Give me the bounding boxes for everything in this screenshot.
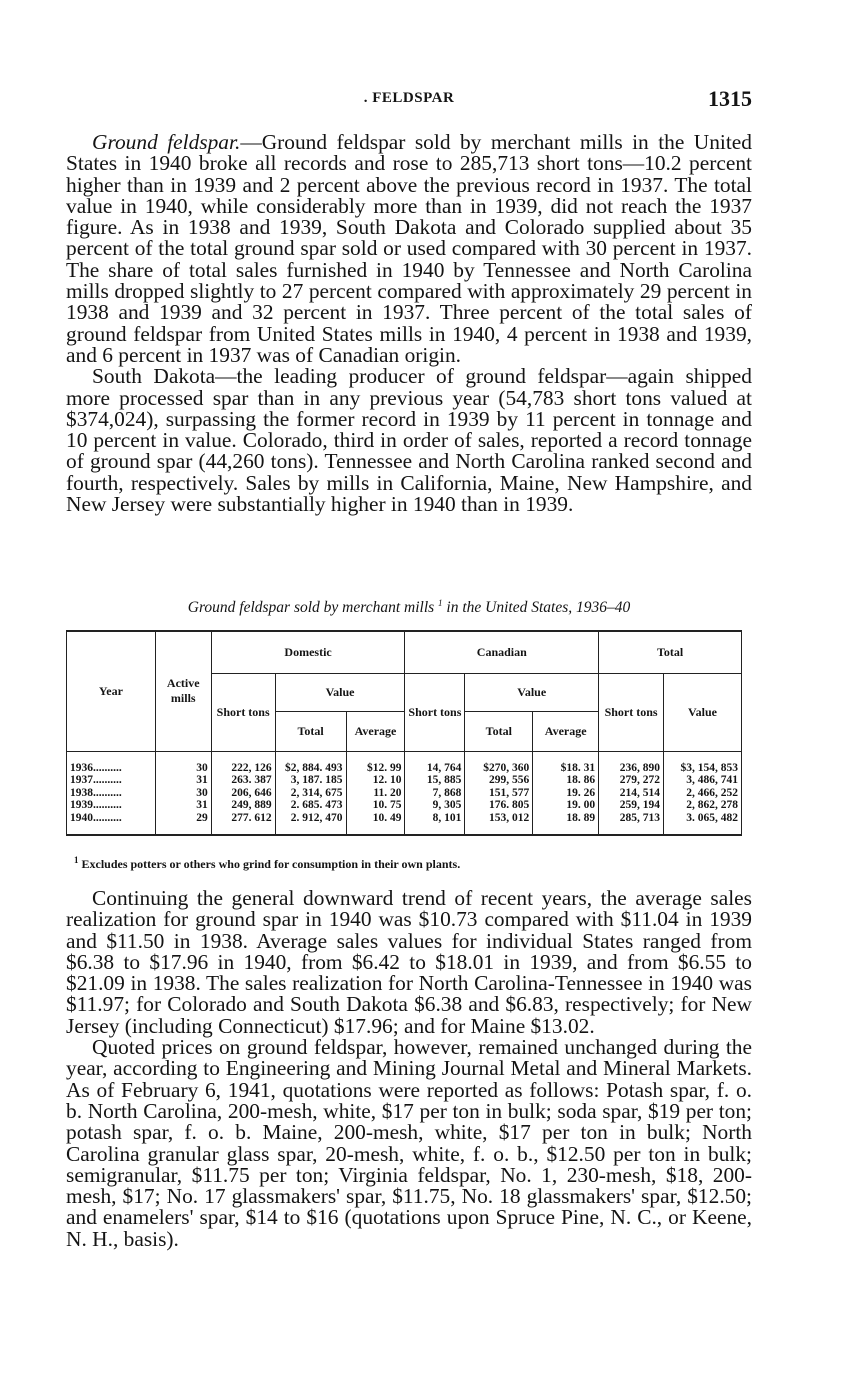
paragraph-text: —Ground feldspar sold by merchant mills in the United States in 1940 broke all records and rose to 285,713 short tons—10.2 percent higher than in 1939 and 2 percent above the previous record in 1937. The total value in 1940, while considerably more than in 1939, did not reach the 1937 figure. As in 1938 and 1939, South Dakota and Colorado supplied about 35 percent of the total ground spar sold or used compared with 30 percent in 1937. The share of total sales furnished in 1940 by Tennessee and North Carolina mills dropped slightly to 27 percent compared with approximately 29 percent in 1938 and 1939 and 32 percent in 1937. Three percent of the total sales of ground feldspar from United States mills in 1940, 4 percent in 1938 and 1939, and 6 percent in 1937 was of Canadian origin. (66, 130, 752, 367)
table-row (67, 774, 742, 787)
table-caption-text: Ground feldspar sold by merchant mills (187, 599, 435, 617)
footnote-mark: 1 (74, 855, 79, 865)
cell-year: 1939.......... (67, 799, 156, 812)
cell-total-tons: 214, 514 (599, 787, 664, 800)
cell-canadian-tons: 8, 101 (405, 812, 465, 836)
cell-canadian-average: 19. 00 (533, 799, 599, 812)
cell-domestic-tons: 263. 387 (211, 774, 275, 787)
cell-canadian-tons: 9, 305 (405, 799, 465, 812)
cell-year: 1936.......... (67, 751, 156, 774)
cell-domestic-average: 10. 75 (346, 799, 405, 812)
cell-active-mills: 31 (155, 774, 211, 787)
cell-total-value: 3. 065, 482 (664, 812, 742, 836)
cell-active-mills: 29 (155, 812, 211, 836)
col-header-canadian-value-total: Total (465, 711, 533, 751)
table-row (67, 812, 742, 836)
paragraph-quoted-prices: Quoted prices on ground feldspar, however, remained unchanged during the year, according to Engineering and Mining Journal Metal and Mineral Markets. As of February 6, 1941, quotations were reported as follows: Potash spar, f. o. b. North Carolina, 200-mesh, white, $17 per ton in bulk; soda spar, $19 per ton; potash spar, f. o. b. Maine, 200-mesh, white, $17 per ton in bulk; North Carolina granular glass spar, 20-mesh, white, f. o. b., $12.50 per ton in bulk; semigranular, $11.75 per ton; Virginia feldspar, No. 1, 230-mesh, $18, 200-mesh, $17; No. 17 glassmakers' spar, $11.75, No. 18 glassmakers' spar, $12.50; and enamelers' spar, $14 to $16 (quotations upon Spruce Pine, N. C., or Keene, N. H., basis). (66, 1035, 752, 1251)
cell-domestic-average: 11. 20 (346, 787, 405, 800)
cell-active-mills: 30 (155, 751, 211, 774)
paragraph-south-dakota: South Dakota—the leading producer of ground feldspar—again shipped more processed spar than in any previous year (54,783 short tons valued at $374,024), surpassing the former record in 1939 by 11 percent in tonnage and 10 percent in value. Colorado, third in order of sales, reported a record tonnage of ground spar (44,260 tons). Tennessee and North Carolina ranked second and fourth, respectively. Sales by mills in California, Maine, New Hampshire, and New Jersey were substantially higher in 1940 than in 1939. (66, 364, 752, 517)
col-header-total-short-tons: Short tons (599, 673, 664, 751)
footnote-text: Excludes potters or others who grind for consumption in their own plants. (78, 857, 461, 871)
table-footnote (74, 855, 460, 872)
col-header-canadian-value: Value (465, 673, 599, 711)
col-header-active-mills: Active mills (155, 631, 211, 751)
paragraph-sales-realization: Continuing the general downward trend of recent years, the average sales realization for ground spar in 1940 was $10.73 compared with $11.04 in 1939 and $11.50 in 1938. Average sales values for individual States ranged from $6.38 to $17.96 in 1940, from $6.42 to $18.01 in 1939, and from $6.55 to $21.09 in 1938. The sales realization for North Carolina-Tennessee in 1940 was $11.97; for Colorado and South Dakota $6.38 and $6.83, respectively; for New Jersey (including Connecticut) $17.96; and for Maine $13.02. (66, 886, 752, 1038)
col-header-domestic-short-tons: Short tons (211, 673, 275, 751)
running-title: . FELDSPAR (363, 90, 455, 106)
cell-domestic-average: 10. 49 (346, 812, 405, 836)
cell-canadian-total: $270, 360 (465, 751, 533, 774)
col-header-canadian-short-tons: Short tons (405, 673, 465, 751)
cell-domestic-average: 12. 10 (346, 774, 405, 787)
table-row (67, 787, 742, 800)
cell-total-tons: 285, 713 (599, 812, 664, 836)
cell-domestic-average: $12. 99 (346, 751, 405, 774)
cell-domestic-total: 2. 685. 473 (275, 799, 346, 812)
cell-canadian-average: 18. 89 (533, 812, 599, 836)
cell-canadian-tons: 15, 885 (405, 774, 465, 787)
cell-total-value: 2, 466, 252 (664, 787, 742, 800)
cell-canadian-total: 299, 556 (465, 774, 533, 787)
col-header-domestic: Domestic (211, 631, 405, 673)
cell-domestic-tons: 206, 646 (211, 787, 275, 800)
cell-domestic-total: 3, 187. 185 (275, 774, 346, 787)
body-text-top (66, 132, 752, 515)
cell-canadian-tons: 7, 868 (405, 787, 465, 800)
cell-canadian-total: 176. 805 (465, 799, 533, 812)
page-header (66, 86, 752, 114)
cell-year: 1938.......... (67, 787, 156, 800)
cell-canadian-average: 18. 86 (533, 774, 599, 787)
page-number: 1315 (708, 86, 752, 111)
col-header-domestic-value: Value (275, 673, 405, 711)
cell-canadian-total: 153, 012 (465, 812, 533, 836)
col-header-canadian-average: Average (533, 711, 599, 751)
cell-canadian-total: 151, 577 (465, 787, 533, 800)
table-caption (66, 598, 752, 617)
cell-active-mills: 30 (155, 787, 211, 800)
cell-total-value: 2, 862, 278 (664, 799, 742, 812)
cell-total-value: $3, 154, 853 (664, 751, 742, 774)
cell-total-tons: 259, 194 (599, 799, 664, 812)
feldspar-table (66, 630, 742, 836)
cell-domestic-tons: 249, 889 (211, 799, 275, 812)
col-header-total: Total (599, 631, 742, 673)
paragraph-ground-feldspar (66, 132, 752, 366)
table-row (67, 751, 742, 774)
cell-domestic-total: 2, 314, 675 (275, 787, 346, 800)
cell-canadian-average: 19. 26 (533, 787, 599, 800)
cell-canadian-average: $18. 31 (533, 751, 599, 774)
col-header-canadian: Canadian (405, 631, 599, 673)
caption-footnote-mark: 1 (438, 598, 443, 608)
cell-canadian-tons: 14, 764 (405, 751, 465, 774)
cell-active-mills: 31 (155, 799, 211, 812)
col-header-year: Year (67, 631, 156, 751)
cell-year: 1940.......... (67, 812, 156, 836)
paragraph-lead-heading: Ground feldspar. (92, 130, 241, 154)
col-header-domestic-value-total: Total (275, 711, 346, 751)
cell-year: 1937.......... (67, 774, 156, 787)
cell-domestic-total: $2, 884. 493 (275, 751, 346, 774)
cell-total-tons: 236, 890 (599, 751, 664, 774)
table-row (67, 799, 742, 812)
body-text-bottom (66, 888, 752, 1250)
cell-total-tons: 279, 272 (599, 774, 664, 787)
cell-total-value: 3, 486, 741 (664, 774, 742, 787)
cell-domestic-tons: 277. 612 (211, 812, 275, 836)
cell-domestic-total: 2. 912, 470 (275, 812, 346, 836)
table-caption-text-end: in the United States, 1936–40 (442, 599, 631, 617)
cell-domestic-tons: 222, 126 (211, 751, 275, 774)
col-header-total-value: Value (664, 673, 742, 751)
col-header-domestic-average: Average (346, 711, 405, 751)
